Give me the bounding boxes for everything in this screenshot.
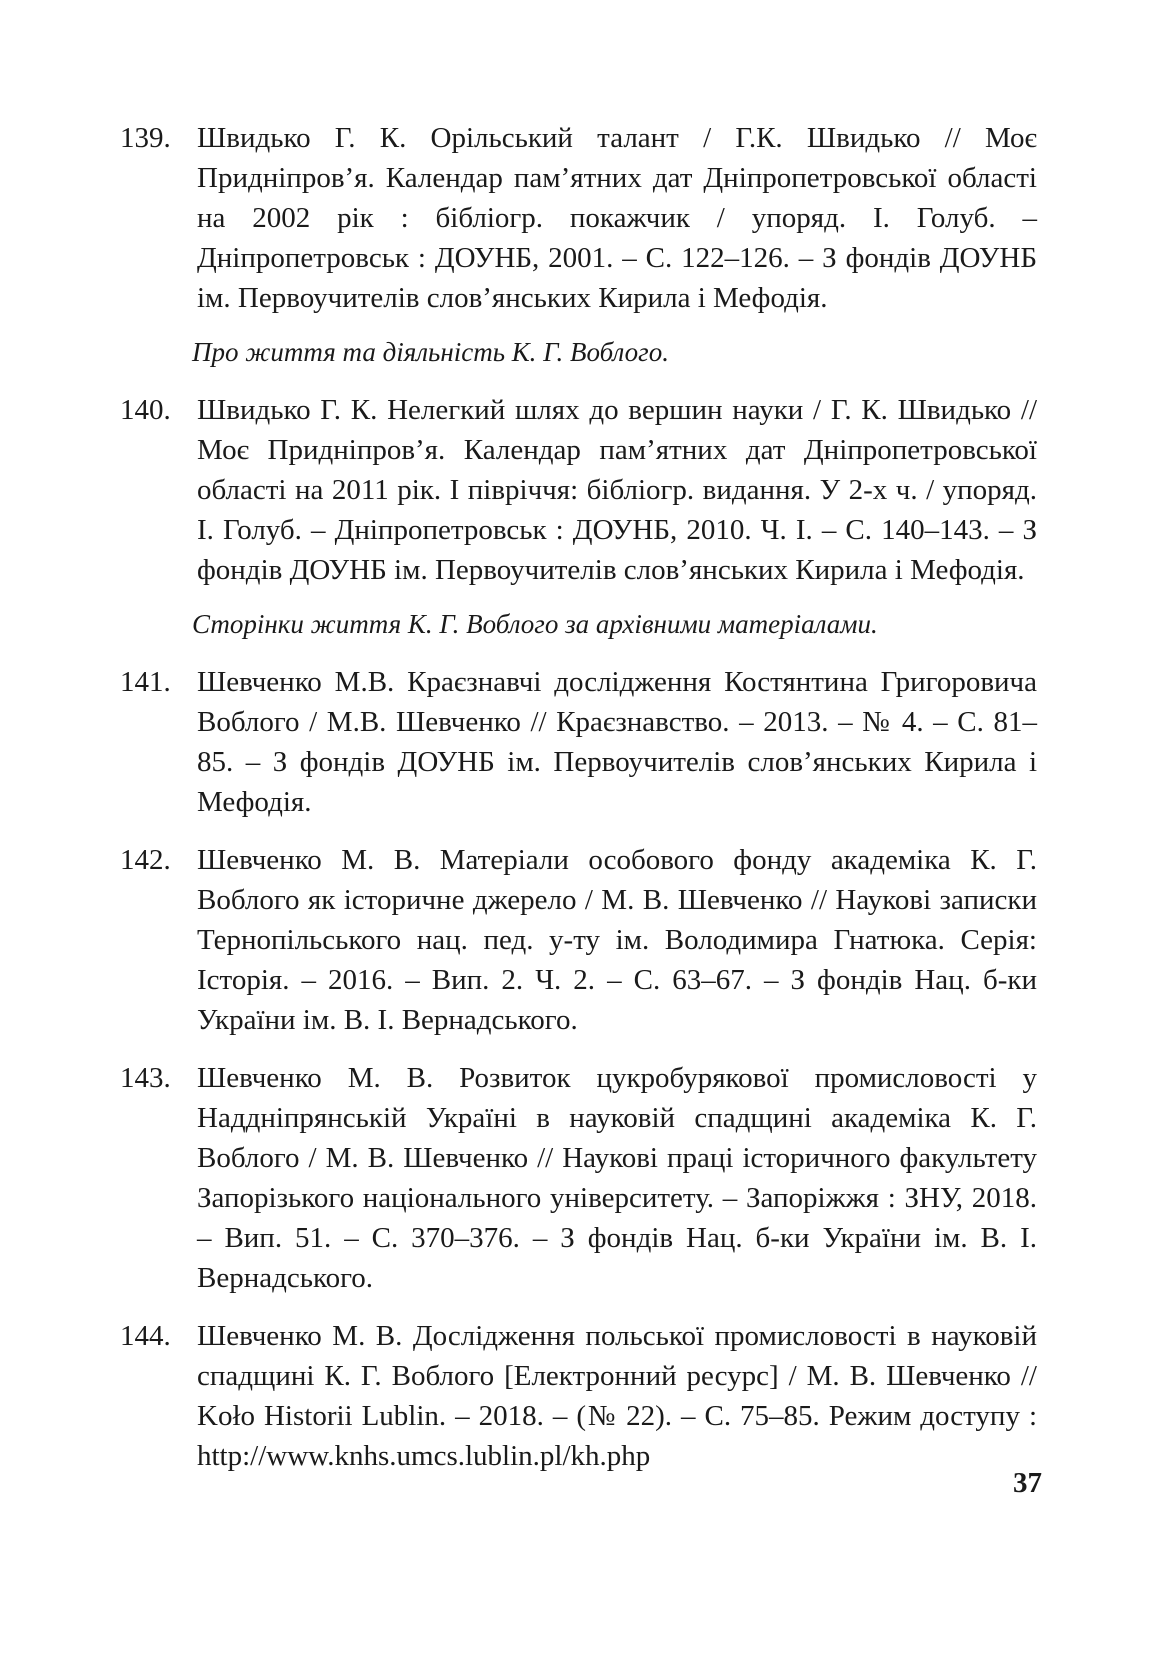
entry-body (197, 1316, 1037, 1476)
bibliography-entry (120, 662, 1037, 822)
entry-number: 141. (120, 666, 171, 698)
entry-text: Швидько Г. К. Нелегкий шлях до вершин науки / Г. К. Швидько // Моє Придніпров’я. Календар пам’ятних дат Дніпропетровської області на 2011 рік. І півріччя: бібліогр. видання. У 2-х ч. / упоряд. І. Голуб. – Дніпропетровськ : ДОУНБ, 2010. Ч. І. – С. 140–143. – З фондів ДОУНБ ім. Первоучителів слов’янських Кирила і Мефодія. (197, 394, 1037, 586)
bibliography-entry (120, 390, 1037, 644)
entry-body (192, 390, 1037, 644)
entry-body (197, 1058, 1037, 1298)
entry-annotation: Сторінки життя К. Г. Воблого за архівними матеріалами. (192, 609, 878, 639)
entry-body (197, 662, 1037, 822)
bibliography-list (120, 118, 1037, 1494)
entry-body (197, 840, 1037, 1040)
entry-number: 144. (120, 1320, 171, 1352)
bibliography-entry (120, 118, 1037, 372)
page-number: 37 (1013, 1467, 1042, 1499)
entry-body (192, 118, 1037, 372)
entry-text: Шевченко М.В. Краєзнавчі дослідження Костянтина Григоровича Воблого / М.В. Шевченко // Краєзнавство. – 2013. – № 4. – С. 81–85. – З фондів ДОУНБ ім. Первоучителів слов’янських Кирила і Мефодія. (197, 666, 1037, 818)
entry-number: 140. (120, 394, 171, 426)
entry-text: Шевченко М. В. Розвиток цукробурякової промисловості у Наддніпрянській Україні в науковій спадщині академіка К. Г. Воблого / М. В. Шевченко // Наукові праці історичного факультету Запорізького національного університету. – Запоріжжя : ЗНУ, 2018. – Вип. 51. – С. 370–376. – З фондів Нац. б-ки України ім. В. І. Вернадського. (197, 1062, 1037, 1294)
entry-text: Швидько Г. К. Орільський талант / Г.К. Швидько // Моє Придніпров’я. Календар пам’ятних дат Дніпропетровської області на 2002 рік : бібліогр. покажчик / упоряд. І. Голуб. – Дніпропетровськ : ДОУНБ, 2001. – С. 122–126. – З фондів ДОУНБ ім. Первоучителів слов’янських Кирила і Мефодія. (197, 122, 1037, 314)
bibliography-entry (120, 1316, 1037, 1476)
entry-text: Шевченко М. В. Дослідження польської промисловості в науковій спадщині К. Г. Воблого [Електронний ресурс] / М. В. Шевченко // Koło Historii Lublin. – 2018. – (№ 22). – С. 75–85. Режим доступу : http://www.knhs.umcs.lublin.pl/kh.php (197, 1320, 1037, 1472)
entry-number: 139. (120, 122, 171, 154)
entry-annotation: Про життя та діяльність К. Г. Воблого. (192, 337, 669, 367)
entry-number: 142. (120, 844, 171, 876)
entry-text: Шевченко М. В. Матеріали особового фонду академіка К. Г. Воблого як історичне джерело / М. В. Шевченко // Наукові записки Тернопільського нац. пед. у-ту ім. Володимира Гнатюка. Серія: Історія. – 2016. – Вип. 2. Ч. 2. – С. 63–67. – З фондів Нац. б-ки України ім. В. І. Вернадського. (197, 844, 1037, 1036)
bibliography-entry (120, 1058, 1037, 1298)
bibliography-entry (120, 840, 1037, 1040)
entry-number: 143. (120, 1062, 171, 1094)
